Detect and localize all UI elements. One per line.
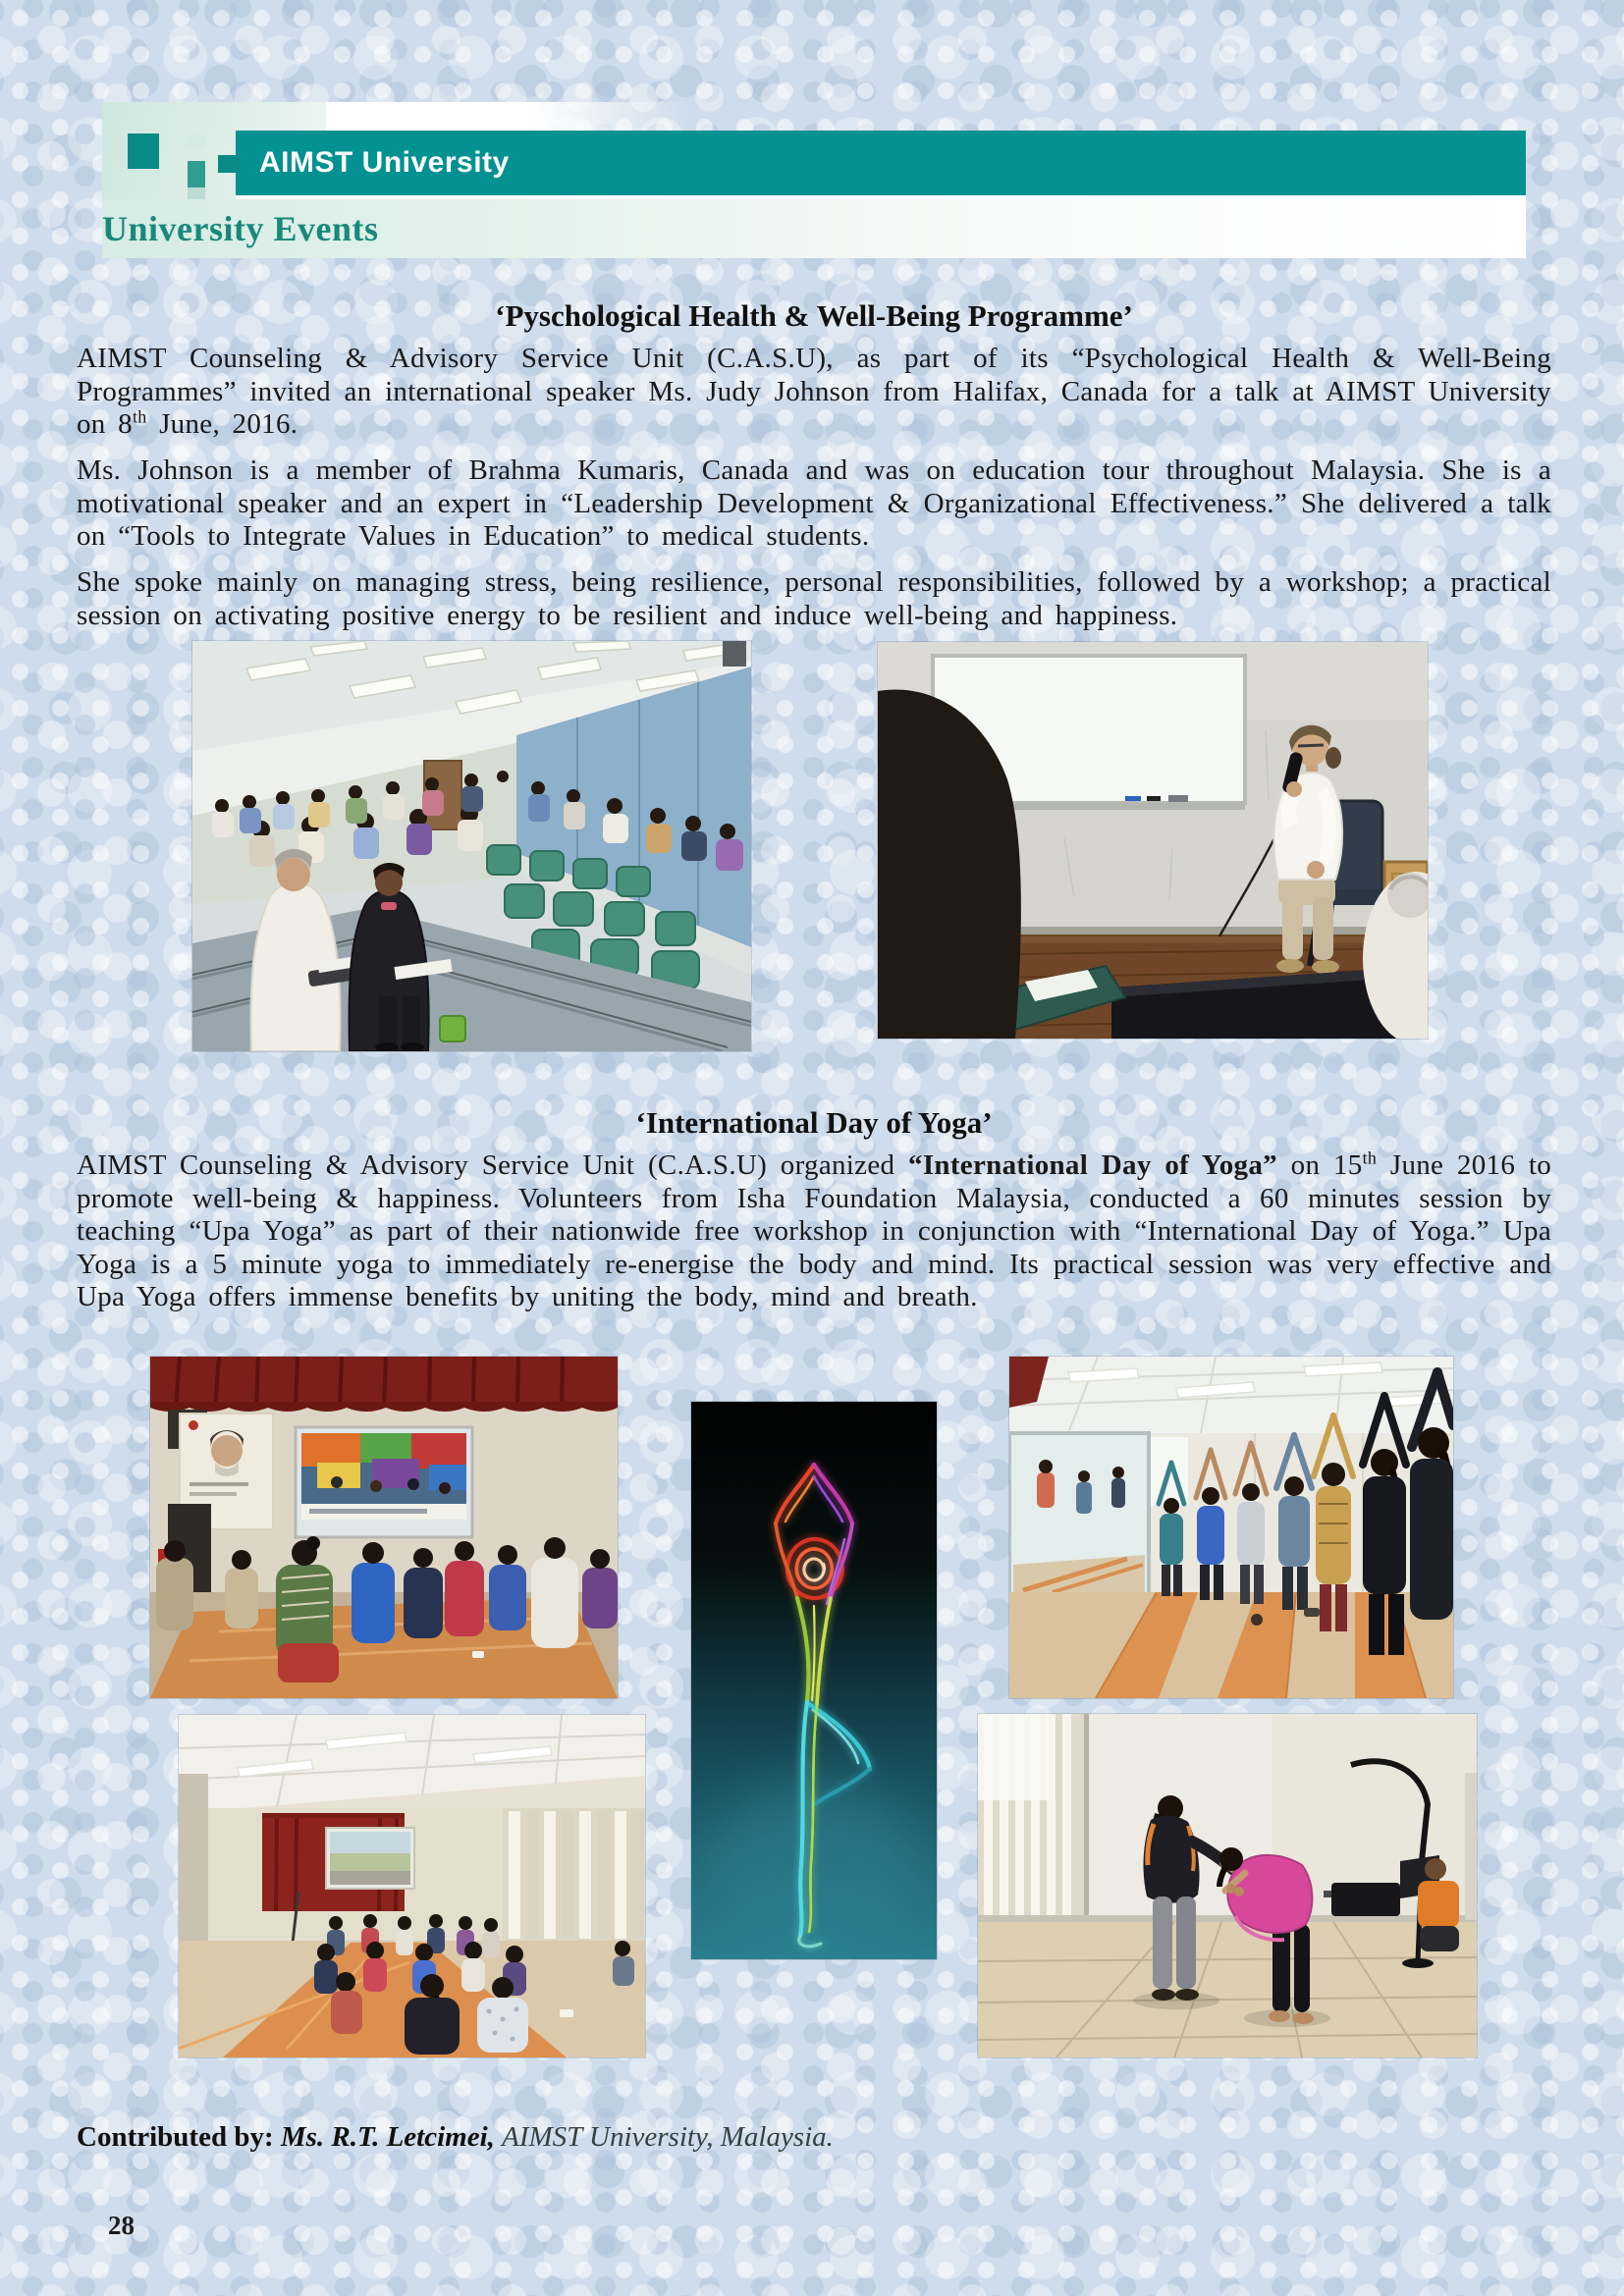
page-number: 28 [108,2211,135,2240]
paragraph-talk-topics: She spoke mainly on managing stress, being resilience, personal responsibilities, followed by a workshop; a practical session on activating positive energy to be resilient and induce well-being and happiness. [77,566,1551,631]
contributor-name: Ms. R.T. Letcimei, [280,2121,495,2153]
yoga-figure-art [691,1402,937,1959]
decor-square-icon [218,155,241,173]
para-text: on 15 [1276,1149,1363,1181]
contributed-by-line [77,2121,834,2154]
para-text: AIMST Counseling & Advisory Service Unit (C.A.S.U), as part of its “Psychological Health & Well-Being Programmes” invited an international speaker Ms. Judy Johnson from Halifax, Canada for a talk at AIMST University on 8 [77,343,1551,440]
speaker-scene [878,642,1428,1039]
contributor-affiliation: AIMST University, Malaysia. [502,2121,834,2153]
paragraph-psych-intro [77,343,1551,442]
yoga-hall-scene [179,1715,645,2057]
ordinal-superscript: th [132,406,147,427]
para-text: June, 2016. [146,408,298,440]
photo-yoga-partner-practice [978,1714,1477,2057]
yoga-partner-scene [978,1714,1477,2057]
photo-yoga-hall-seated [179,1715,645,2057]
lecture-hall-scene [192,641,751,1051]
article-title-yoga-day: ‘International Day of Yoga’ [635,1104,993,1140]
para-text: AIMST Counseling & Advisory Service Unit (C.A.S.U) organized [77,1149,909,1181]
decor-square-icon [128,133,159,169]
section-header [102,199,1526,258]
photo-yoga-screening-room [150,1357,618,1698]
photo-speaker-session [878,642,1428,1039]
photo-yoga-standing-stretch [1009,1357,1453,1698]
article-title-psychological-health: ‘Pyschological Health & Well-Being Programme’ [495,297,1133,333]
ordinal-superscript: th [1362,1148,1378,1168]
yoga-screening-scene [150,1357,618,1698]
art-yoga-figure [691,1402,937,1959]
yoga-stretch-scene [1009,1357,1453,1698]
para-bold-text: “International Day of Yoga” [908,1149,1277,1181]
decor-square-icon [188,134,205,147]
section-title: University Events [102,209,379,248]
paragraph-yoga [77,1149,1551,1314]
header-banner [236,131,1526,195]
contributed-label: Contributed by: [77,2121,274,2153]
banner-title: AIMST University [259,146,510,179]
para-text: June 2016 to promote well-being & happiness. Volunteers from Isha Foundation Malaysia, conducted a 60 minutes session by teaching “Upa Yoga” as part of their nationwide free workshop in conjunction with “International Day of Yoga.” Upa Yoga is a 5 minute yoga to immediately re-energise the body and mind. Its practical session was very effective and Upa Yoga offers immense benefits by uniting the body, mind and breath. [77,1149,1551,1312]
paragraph-speaker-bio: Ms. Johnson is a member of Brahma Kumaris, Canada and was on education tour throughout Malaysia. She is a motivational speaker and an expert in “Leadership Development & Organizational Effectiveness.” She delivered a talk on “Tools to Integrate Values in Education” to medical students. [77,454,1551,552]
header-white-strip [326,102,691,132]
photo-lecture-hall-audience [192,641,751,1051]
decor-square-icon [188,161,205,187]
